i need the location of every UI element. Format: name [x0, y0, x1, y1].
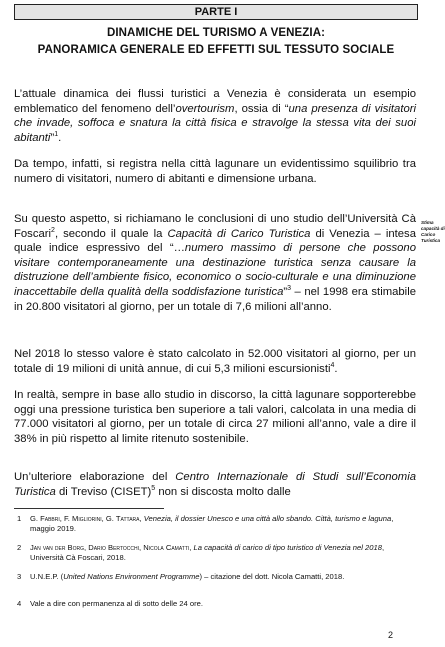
footnote-4: 4 Vale a dire con permanenza al di sotto delle 24 ore. — [17, 599, 203, 608]
footnote-2: 2 Jan van der Borg, Dario Bertocchi, Nicola Camatti, La capacità di carico di tipo turistico di Venezia nel 2018, Università Cà Foscari, 2018. — [17, 543, 385, 563]
page-number: 2 — [388, 630, 394, 640]
paragraph-3: Su questo aspetto, si richiamano le conclusioni di uno studio dell’Università Cà Foscari$^2$, secondo il quale la Capacità di Carico Turistica di Venezia – intesa quale indice espressivo del “…numero massimo di persone che possono visitare contemporaneamente una destinazione turistica senza causare la distruzione dell’ambiente fisico, economico o socio-culturale e una diminuzione inaccettabile della qualità della soddisfazione turistica”$^3$ – nel 1998 era stimabile in 20.800 visitatori al giorno, per un totale di 7,6 milioni all’anno. — [14, 213, 416, 313]
paragraph-5: In realtà, sempre in base allo studio in discorso, la città lagunare sopporterebbe oggi una pressione turistica ben superiore a tali valori, calcolata in una media di 77.000 visitatori al giorno, per un totale di circa 27 milioni all’anno, vale a dire il 38% in più rispetto al limite ritenuto sostenibile. — [14, 389, 416, 445]
paragraph-6: Un’ulteriore elaborazione del Centro Internazionale di Studi sull’Economia Turistica di Treviso (CISET)$^5$ non si discosta molto dalle — [14, 471, 417, 498]
footnote-ref-1[interactable]: 1 — [54, 131, 59, 139]
part-header: PARTE I — [14, 4, 418, 20]
margin-note: Stima capacità di Carico Turistica — [421, 220, 445, 243]
chapter-title-line-2: PANORAMICA GENERALE ED EFFETTI SUL TESSUTO SOCIALE — [37, 44, 395, 56]
footnote-3: 3 U.N.E.P. (United Nations Environment Programme) – citazione del dott. Nicola Camatti, 2018. — [17, 572, 345, 581]
paragraph-4: Nel 2018 lo stesso valore è stato calcolato in 52.000 visitatori al giorno, per un totale di 19 milioni di unità annue, di cui 5,3 milioni escursionisti$^4$. — [14, 348, 416, 375]
paragraph-1: L’attuale dinamica dei flussi turistici a Venezia è considerata un esempio emblematico del fenomeno dell’overtourism, ossia di “una presenza di visitatori che invade, soffoca e snatura la città fisica e stravolge la stessa vita dei suoi abitanti”$^1$. — [14, 88, 417, 144]
chapter-title-line-1: DINAMICHE DEL TURISMO A VENEZIA: — [106, 27, 326, 39]
paragraph-2: Da tempo, infatti, si registra nella città lagunare un evidentissimo squilibrio tra numero di visitatori, numero di abitanti e dimensione urbana. — [14, 158, 416, 185]
footnote-ref-4[interactable]: 4 — [330, 361, 335, 369]
footnote-1: 1 G. Fabbri, F. Migliorini, G. Tattara, Venezia, il dossier Unesco e una città allo sbando. Città, turismo e laguna, maggio 2019. — [17, 514, 394, 534]
footnote-ref-2[interactable]: 2 — [51, 226, 55, 234]
footnote-ref-5[interactable]: 5 — [151, 484, 156, 492]
footnote-divider — [14, 508, 164, 509]
footnote-ref-3[interactable]: 3 — [287, 285, 292, 293]
